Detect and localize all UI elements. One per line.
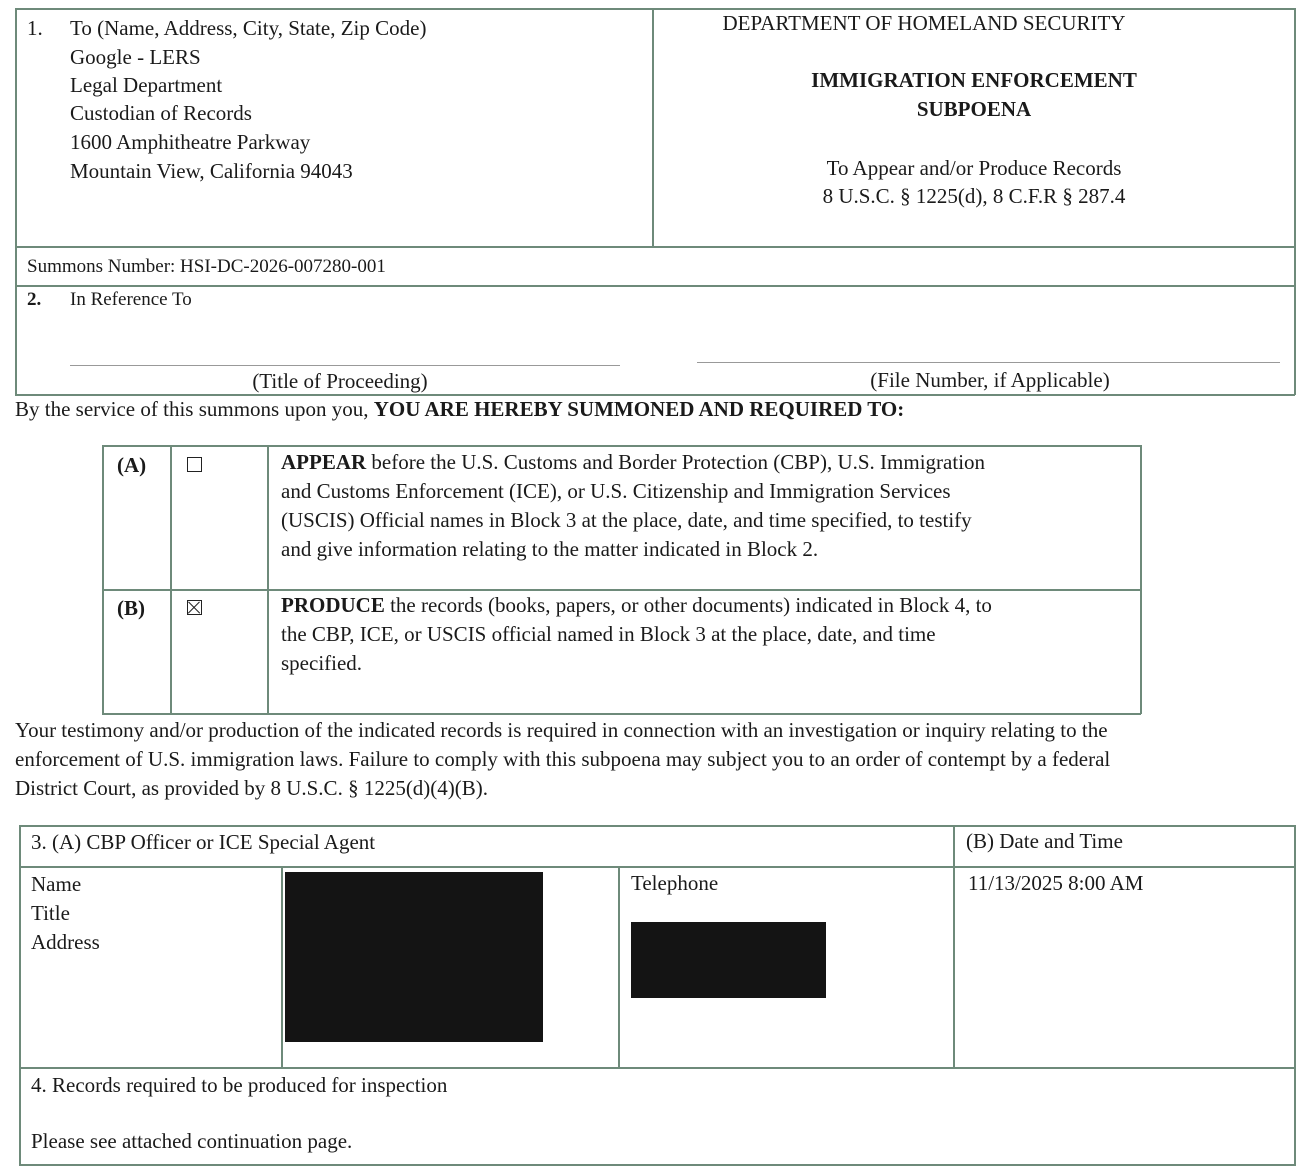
block4-text: Please see attached continuation page. xyxy=(31,1129,353,1153)
recipient-line: Legal Department xyxy=(70,73,223,97)
legal-authority: 8 U.S.C. § 1225(d), 8 C.F.R § 287.4 xyxy=(822,184,1126,208)
option-text-line: (USCIS) Official names in Block 3 at the place, date, and time specified, to testify xyxy=(281,508,972,532)
option-letter: (B) xyxy=(117,596,145,620)
block2-number: 2. xyxy=(27,289,42,310)
department-name: DEPARTMENT OF HOMELAND SECURITY xyxy=(722,11,1126,35)
block4-label: 4. Records required to be produced for inspection xyxy=(31,1073,448,1097)
date-time-value: 11/13/2025 8:00 AM xyxy=(968,871,1144,895)
option-text: the records (books, papers, or other documents) indicated in Block 4, to xyxy=(384,593,992,617)
appear-checkbox[interactable] xyxy=(187,457,202,472)
document-title-line1: IMMIGRATION ENFORCEMENT xyxy=(811,68,1137,92)
recipient-line: Custodian of Records xyxy=(70,101,252,125)
option-text-line: the CBP, ICE, or USCIS official named in Block 3 at the place, date, and time xyxy=(281,622,936,646)
option-text-line: specified. xyxy=(281,651,363,675)
summons-number: Summons Number: HSI-DC-2026-007280-001 xyxy=(27,256,386,277)
option-letter: (A) xyxy=(117,453,147,477)
telephone-label: Telephone xyxy=(631,871,719,895)
title-label: Title xyxy=(31,901,70,925)
option-verb: APPEAR xyxy=(281,450,367,474)
block1-number: 1. xyxy=(27,16,43,40)
option-text-line xyxy=(281,591,992,620)
produce-checkbox[interactable] xyxy=(187,600,202,615)
summoned-prefix: By the service of this summons upon you, xyxy=(15,397,369,421)
title-of-proceeding-line xyxy=(70,365,620,366)
file-number-line xyxy=(697,362,1280,363)
redacted-telephone xyxy=(631,922,826,998)
recipient-line: Mountain View, California 94043 xyxy=(70,159,353,183)
file-number-caption: (File Number, if Applicable) xyxy=(870,368,1110,392)
option-text: before the U.S. Customs and Border Protection (CBP), U.S. Immigration xyxy=(366,450,986,474)
date-time-label: (B) Date and Time xyxy=(966,829,1123,853)
option-text-line: and Customs Enforcement (ICE), or U.S. Citizenship and Immigration Services xyxy=(281,479,951,503)
address-label: Address xyxy=(31,930,100,954)
document-subtitle: To Appear and/or Produce Records xyxy=(826,156,1122,180)
block3-label: 3. (A) CBP Officer or ICE Special Agent xyxy=(31,830,376,854)
notice-line: Your testimony and/or production of the indicated records is required in connection with an investigation or inquiry relating to the xyxy=(15,718,1108,742)
notice-line: District Court, as provided by 8 U.S.C. § 1225(d)(4)(B). xyxy=(15,776,489,800)
block1-label: To (Name, Address, City, State, Zip Code) xyxy=(70,16,427,40)
notice-line: enforcement of U.S. immigration laws. Failure to comply with this subpoena may subject you to an order of contempt by a federal xyxy=(15,747,1111,771)
option-text-line xyxy=(281,448,985,477)
redacted-agent-details xyxy=(285,872,543,1042)
summoned-bold: YOU ARE HEREBY SUMMONED AND REQUIRED TO: xyxy=(373,397,905,421)
block2-label: In Reference To xyxy=(70,289,192,310)
option-text-line: and give information relating to the matter indicated in Block 2. xyxy=(281,537,819,561)
summoned-statement xyxy=(15,395,904,424)
option-verb: PRODUCE xyxy=(281,593,385,617)
document-title-line2: SUBPOENA xyxy=(916,97,1032,121)
name-label: Name xyxy=(31,872,82,896)
title-of-proceeding-caption: (Title of Proceeding) xyxy=(252,369,428,393)
recipient-line: 1600 Amphitheatre Parkway xyxy=(70,130,311,154)
recipient-line: Google - LERS xyxy=(70,45,201,69)
